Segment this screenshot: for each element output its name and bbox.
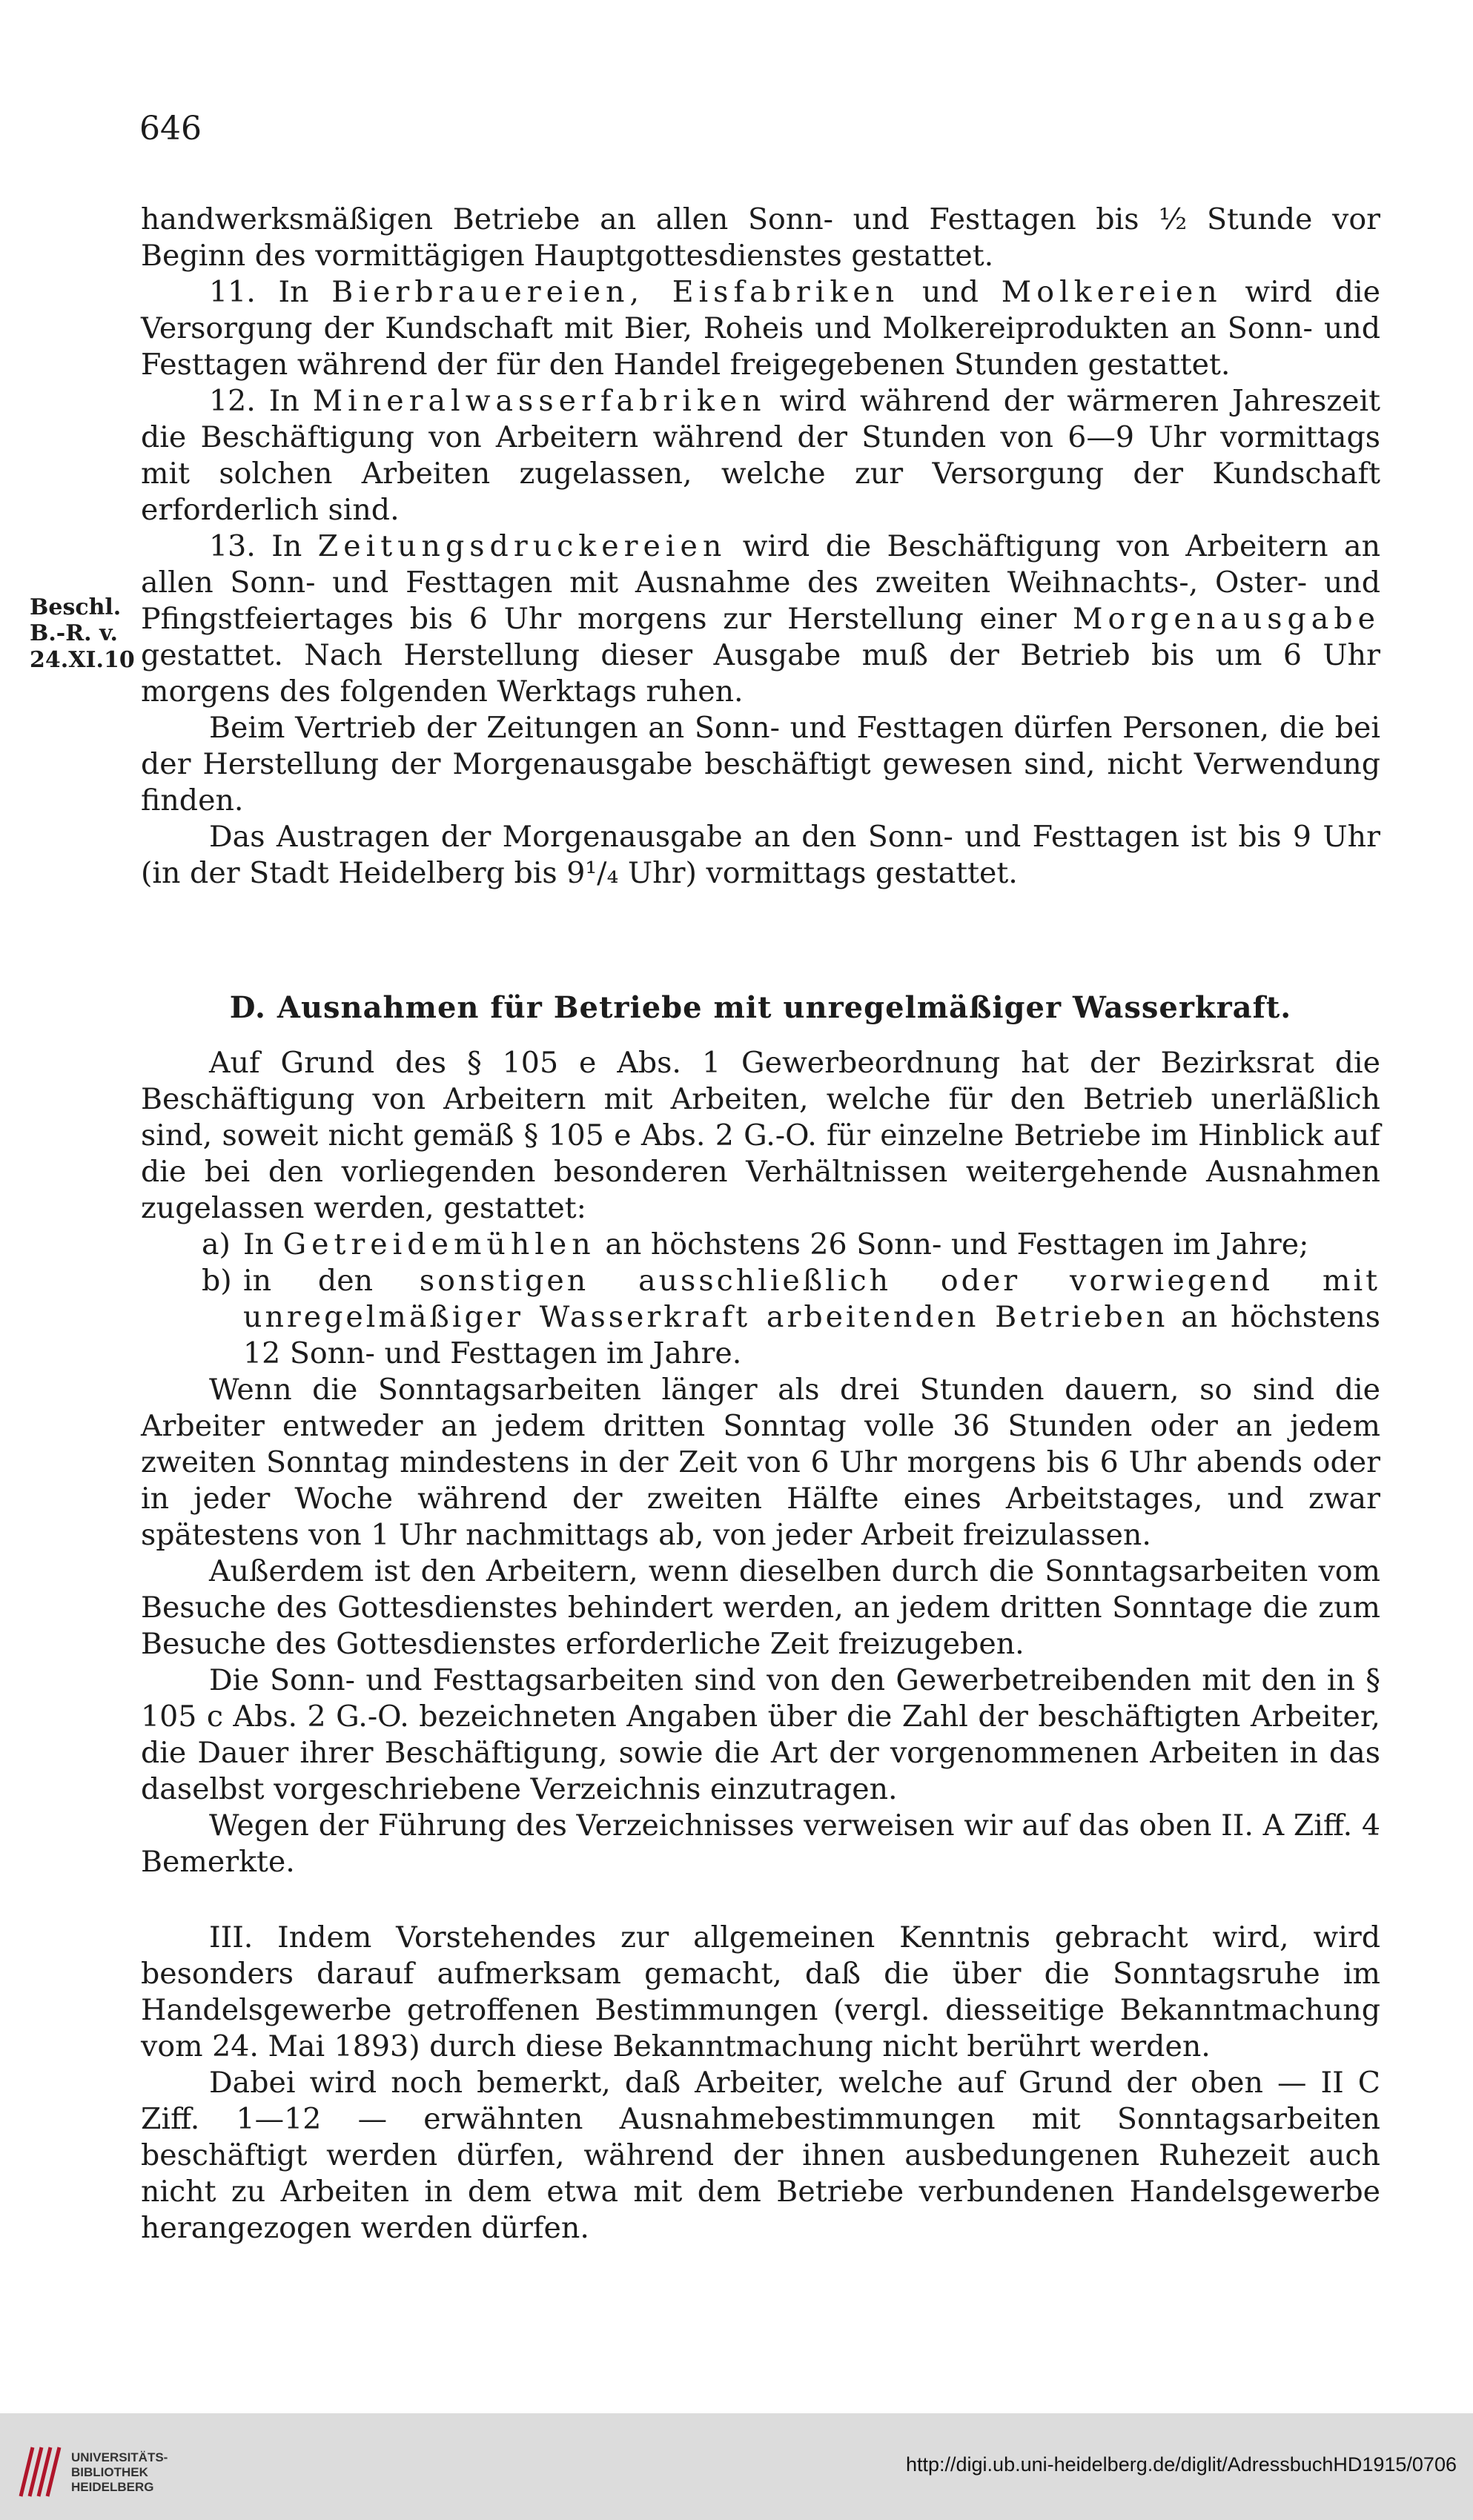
section-heading bbox=[141, 990, 1380, 1025]
margin-note-line: 24.XI.10 bbox=[30, 646, 135, 673]
paragraph-11 bbox=[141, 274, 1380, 383]
paragraph-text: wird die Versorgung der Kundschaft mit Bier, Roheis und Molkereiprodukten an Sonn- und Festtagen während der für den Handel freigegebenen Stunden gestattet. bbox=[141, 275, 1381, 382]
paragraph: Die Sonn- und Festtagsarbeiten sind von den Gewerbetreibenden mit den in § 105 c Abs. 2 G.-O. bezeichneten Angaben über die Zahl der beschäftigten Arbeiter, die Dauer ihrer Beschäftigung, sowie die Art der vorgenommenen Arbeiten in das daselbst vorgeschriebene Verzeichnis einzutragen. bbox=[141, 1663, 1380, 1806]
paragraph-text: an höchstens 26 Sonn- und Festtagen im Jahre; bbox=[605, 1227, 1309, 1261]
list-label: a) bbox=[202, 1227, 231, 1261]
list-item bbox=[141, 1263, 1380, 1372]
list-body bbox=[243, 1227, 1380, 1263]
paragraph-text: in den bbox=[243, 1264, 374, 1298]
logo-line: UNIVERSITÄTS- bbox=[71, 2450, 168, 2464]
emphasis-text: Molkereien bbox=[1001, 275, 1222, 309]
paragraph: Auf Grund des § 105 e Abs. 1 Gewerbeordnung hat der Bezirksrat die Beschäftigung von Arbeitern mit Arbeiten, welche für den Betrieb unerläßlich sind, soweit nicht gemäß § 105 e Abs. 2 G.-O. für einzelne Betriebe im Hinblick auf die bei den vorliegenden besonderen Verhältnissen weitergehende Ausnahmen zugelassen werden, gestattet: bbox=[141, 1046, 1380, 1225]
margin-note-line: Beschl. bbox=[30, 594, 122, 620]
paragraph: Wegen der Führung des Verzeichnisses verweisen wir auf das oben II. A Ziff. 4 Bemerkte. bbox=[141, 1808, 1380, 1879]
heading-text: Ausnahmen für Betriebe mit unregelmäßiger Wasserkraft. bbox=[277, 990, 1292, 1025]
paragraph-text: wird die Beschäftigung von Arbeitern an allen Sonn- und Festtagen mit Ausnahme des zweiten Weihnachts-, Oster- und Pfingstfeiertages bis 6 Uhr morgens zur Herstellung einer bbox=[141, 529, 1381, 636]
paragraph-13 bbox=[141, 528, 1380, 710]
list-item bbox=[141, 1227, 1380, 1263]
paragraph: Das Austragen der Morgenausgabe an den Sonn- und Festtagen ist bis 9 Uhr (in der Stadt Heidelberg bis 9¹/₄ Uhr) vormittags gestattet. bbox=[141, 820, 1380, 890]
paragraph: Dabei wird noch bemerkt, daß Arbeiter, welche auf Grund der oben — II C Ziff. 1—12 — erwähnten Ausnahmebestimmungen mit Sonntagsarbeiten beschäftigt werden dürfen, während der ihnen ausbedungenen Ruhezeit auch nicht zu Arbeiten in dem etwa mit dem Betriebe verbundenen Handelsgewerbe herangezogen werden dürfen. bbox=[141, 2066, 1380, 2245]
paragraph-continued: handwerksmäßigen Betriebe an allen Sonn- und Festtagen bis ½ Stunde vor Beginn des vormittägigen Hauptgottesdienstes gestattet. bbox=[141, 202, 1380, 273]
paragraph: Wenn die Sonntagsarbeiten länger als drei Stunden dauern, so sind die Arbeiter entweder an jedem dritten Sonntag volle 36 Stunden oder an jedem zweiten Sonntag mindestens in der Zeit von 6 Uhr morgens bis 6 Uhr abends oder in jeder Woche während der zweiten Hälfte eines Arbeitstages, und zwar spätestens von 1 Uhr nachmittags ab, von jeder Arbeit freizulassen. bbox=[141, 1373, 1380, 1552]
emphasis-text: Getreidemühlen bbox=[282, 1227, 596, 1261]
emphasis-text: Morgenausgabe bbox=[1073, 602, 1380, 636]
library-logo-text bbox=[71, 2450, 168, 2495]
list-body bbox=[243, 1263, 1380, 1372]
emphasis-text: Zeitungsdruckereien bbox=[317, 529, 727, 563]
list-label: b) bbox=[202, 1264, 232, 1298]
source-url-link[interactable]: http://digi.ub.uni-heidelberg.de/diglit/AdressbuchHD1915/0706 bbox=[905, 2453, 1457, 2476]
footer-bar bbox=[0, 2413, 1473, 2520]
section-d-body bbox=[141, 1045, 1380, 1880]
paragraph-text: wird während der wärmeren Jahreszeit die Beschäftigung von Arbeitern während der Stunden von 6—9 Uhr vormittags mit solchen Arbeiten zugelassen, welche zur Versorgung der Kundschaft erforderlich sind. bbox=[141, 384, 1380, 527]
paragraph-number: 13. In bbox=[209, 529, 302, 563]
margin-note bbox=[30, 594, 141, 673]
page-number: 646 bbox=[139, 110, 202, 147]
paragraph-text: In bbox=[243, 1227, 274, 1261]
emphasis-text: Bierbrauereien, Eisfabriken bbox=[331, 275, 900, 309]
emphasis-text: Mineralwasserfabriken bbox=[312, 384, 767, 418]
logo-line: HEIDELBERG bbox=[71, 2480, 154, 2494]
heading-prefix: D. bbox=[229, 990, 266, 1025]
university-library-logo-icon bbox=[16, 2441, 64, 2501]
paragraph-text: gestattet. Nach Herstellung dieser Ausgabe muß der Betrieb bis um 6 Uhr morgens des folgenden Werktags ruhen. bbox=[141, 638, 1380, 709]
margin-note-line: B.-R. v. bbox=[30, 620, 118, 647]
paragraph-text: an höchstens 12 Sonn- und Festtagen im Jahre. bbox=[243, 1300, 1381, 1370]
top-section bbox=[141, 202, 1380, 892]
paragraph-number: 11. In bbox=[209, 275, 309, 309]
logo-line: BIBLIOTHEK bbox=[71, 2465, 148, 2479]
paragraph-number: 12. In bbox=[209, 384, 299, 418]
paragraph-text: und bbox=[921, 275, 979, 309]
paragraph: Außerdem ist den Arbeitern, wenn dieselben durch die Sonntagsarbeiten vom Besuche des Gottesdienstes behindert werden, an jedem dritten Sonntage die zum Besuche des Gottesdienstes erforderliche Zeit freizugeben. bbox=[141, 1554, 1380, 1661]
section-iii bbox=[141, 1920, 1380, 2247]
paragraph: III. Indem Vorstehendes zur allgemeinen Kenntnis gebracht wird, wird besonders darauf aufmerksam gemacht, daß die über die Sonntagsruhe im Handelsgewerbe getroffenen Bestimmungen (vergl. diesseitige Bekanntmachung vom 24. Mai 1893) durch diese Bekanntmachung nicht berührt werden. bbox=[141, 1920, 1380, 2063]
paragraph: Beim Vertrieb der Zeitungen an Sonn- und Festtagen dürfen Personen, die bei der Herstellung der Morgenausgabe beschäftigt gewesen sind, nicht Verwendung finden. bbox=[141, 711, 1380, 818]
emphasis-text: sonstigen ausschließlich oder vorwiegend mit unregelmäßiger Wasserkraft arbeitenden Betrieben bbox=[243, 1264, 1380, 1334]
paragraph-12 bbox=[141, 383, 1380, 528]
